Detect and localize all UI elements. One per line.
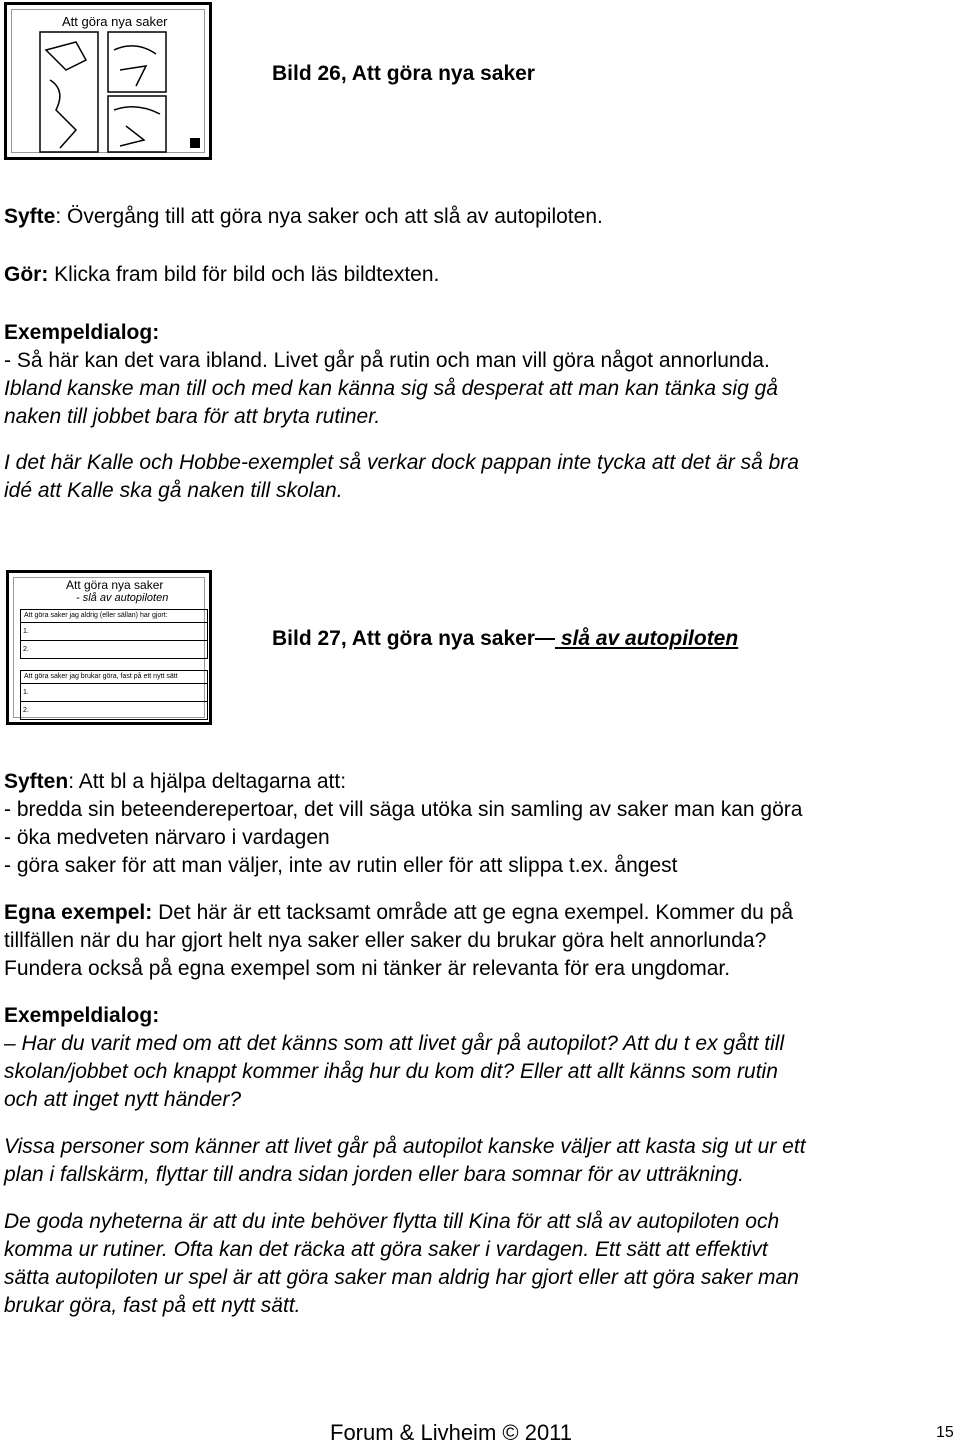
dialog-line: Ibland kanske man till och med kan känna sig så desperat att man kan tänka sig gå <box>4 377 778 400</box>
slide-26-thumbnail <box>4 2 212 160</box>
section-26-heading: Bild 26, Att göra nya saker <box>272 62 535 85</box>
egna-text: Det här är ett tacksamt område att ge egna exempel. Kommer du på <box>152 901 794 924</box>
slide-subtitle: - slå av autopiloten <box>76 592 169 604</box>
box-row: 1. <box>21 623 207 641</box>
paragraph-line: brukar göra, fast på ett nytt sätt. <box>4 1294 301 1317</box>
syften-line <box>4 768 806 796</box>
paragraph-line: komma ur rutiner. Ofta kan det räcka att göra saker i vardagen. Ett sätt att effektivt <box>4 1238 768 1261</box>
heading-dash <box>535 638 555 640</box>
slide-27-thumbnail <box>6 570 212 725</box>
slide-title: Att göra nya saker <box>66 578 164 592</box>
never-done-box <box>20 609 208 659</box>
gor-line <box>4 261 799 289</box>
section-26-body <box>4 203 799 505</box>
gor-text: Klicka fram bild för bild och läs bildtexten. <box>48 263 440 286</box>
dialog-line: naken till jobbet bara för att bryta rutiner. <box>4 405 381 428</box>
slide-title: Att göra nya saker <box>62 14 168 29</box>
dialog-label: Exempeldialog: <box>4 321 160 344</box>
paragraph-line: I det här Kalle och Hobbe-exemplet så verkar dock pappan inte tycka att det är så bra <box>4 451 799 474</box>
paragraph-line: idé att Kalle ska gå naken till skolan. <box>4 479 343 502</box>
syften-item: - bredda sin beteenderepertoar, det vill säga utöka sin samling av saker man kan göra <box>4 798 803 821</box>
slide-frame <box>11 9 205 153</box>
dialog-line: - Så här kan det vara ibland. Livet går på rutin och man vill göra något annorlunda. <box>4 349 770 372</box>
paragraph-line: De goda nyheterna är att du inte behöver flytta till Kina för att slå av autopiloten och <box>4 1210 780 1233</box>
dialog-line: och att inget nytt händer? <box>4 1088 241 1111</box>
slide-number-marker <box>190 138 200 148</box>
page-number: 15 <box>936 1424 954 1441</box>
box-label: Att göra saker jag brukar göra, fast på ett nytt sätt <box>21 671 207 684</box>
box-row: 1. <box>21 684 207 702</box>
paragraph-line: Vissa personer som känner att livet går på autopilot kanske väljer att kasta sig ut ur ett <box>4 1135 806 1158</box>
syfte-text: : Övergång till att göra nya saker och att slå av autopiloten. <box>55 205 603 228</box>
section-27-body <box>4 768 806 1320</box>
syften-label: Syften <box>4 770 69 793</box>
new-way-box <box>20 670 208 720</box>
slide-frame <box>13 577 205 718</box>
egna-line: tillfällen när du har gjort helt nya saker eller saker du brukar göra helt annorlunda? <box>4 929 767 952</box>
syfte-line <box>4 203 799 231</box>
dialog-label: Exempeldialog: <box>4 1004 160 1027</box>
footer-text: Forum & Livheim © 2011 <box>330 1420 573 1444</box>
syften-item: - öka medveten närvaro i vardagen <box>4 826 330 849</box>
egna-label: Egna exempel: <box>4 901 153 924</box>
heading-text: Bild 27, Att göra nya saker <box>272 627 535 650</box>
box-row: 2. <box>23 646 29 653</box>
syften-item: - göra saker för att man väljer, inte av rutin eller för att slippa t.ex. ångest <box>4 854 678 877</box>
paragraph-line: plan i fallskärm, flyttar till andra sidan jorden eller bara somnar för av utträkning. <box>4 1163 745 1186</box>
heading-italic: slå av autopiloten <box>554 627 739 650</box>
dialog-line: skolan/jobbet och knappt kommer ihåg hur du kom dit? Eller att allt känns som rutin <box>4 1060 778 1083</box>
box-row: 2. <box>23 707 29 714</box>
syften-text: : Att bl a hjälpa deltagarna att: <box>68 770 347 793</box>
section-27-heading <box>272 625 738 653</box>
paragraph-line: sätta autopiloten ur spel är att göra saker man aldrig har gjort eller att göra saker man <box>4 1266 799 1289</box>
egna-line <box>4 899 806 927</box>
egna-line: Fundera också på egna exempel som ni tänker är relevanta för era ungdomar. <box>4 957 731 980</box>
dialog-line: – Har du varit med om att det känns som att livet går på autopilot? Att du t ex gått till <box>4 1032 785 1055</box>
gor-label: Gör: <box>4 263 49 286</box>
syfte-label: Syfte <box>4 205 56 228</box>
box-label: Att göra saker jag aldrig (eller sällan) har gjort: <box>21 610 207 623</box>
comic-strip-image <box>16 30 210 155</box>
